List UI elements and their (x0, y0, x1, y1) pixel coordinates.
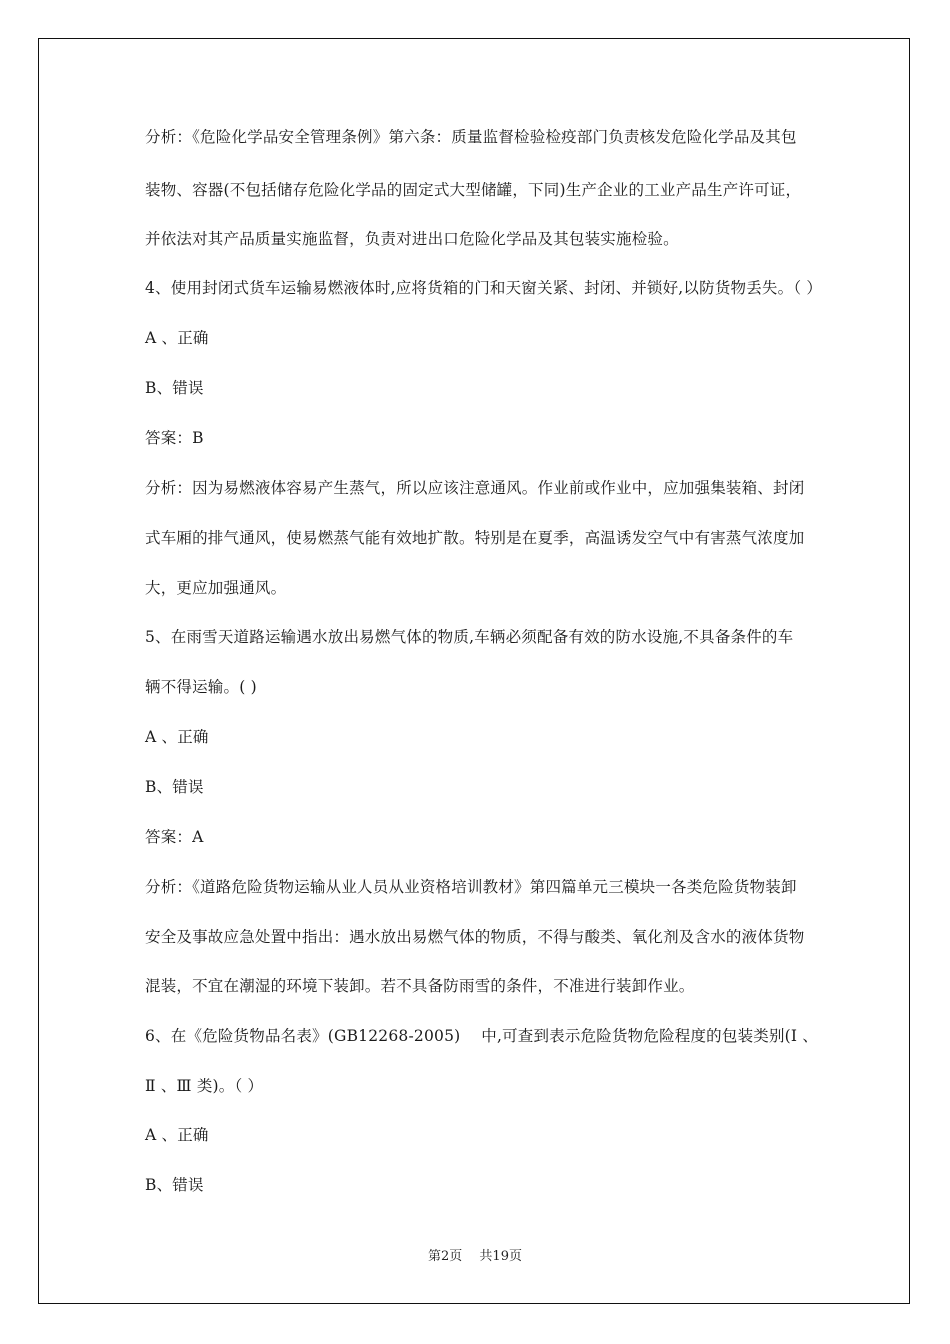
option-a: A 、正确 (145, 728, 209, 746)
analysis-line: 装物、容器(不包括储存危险化学品的固定式大型储罐，下同)生产企业的工业产品生产许可证， (145, 181, 802, 199)
option-b: B、错误 (145, 778, 204, 796)
analysis-line: 分析：《危险化学品安全管理条例》第六条：质量监督检验检疫部门负责核发危险化学品及其包 (145, 128, 797, 146)
analysis-line: 式车厢的排气通风，使易燃蒸气能有效地扩散。特别是在夏季，高温诱发空气中有害蒸气浓度加 (145, 529, 805, 547)
option-a: A 、正确 (145, 329, 209, 347)
option-b: B、错误 (145, 379, 204, 397)
answer-line: 答案：B (145, 429, 204, 447)
analysis-line: 并依法对其产品质量实施监督，负责对进出口危险化学品及其包装实施检验。 (145, 230, 679, 248)
page-border (38, 38, 910, 1304)
answer-line: 答案：A (145, 828, 204, 846)
question-5-text: 辆不得运输。( ) (145, 678, 257, 696)
analysis-line: 分析：《道路危险货物运输从业人员从业资格培训教材》第四篇单元三模块一各类危险货物装卸 (145, 878, 797, 896)
question-5-text: 5、在雨雪天道路运输遇水放出易燃气体的物质,车辆必须配备有效的防水设施,不具备条件的车 (145, 628, 794, 646)
analysis-line: 混装，不宜在潮湿的环境下装卸。若不具备防雨雪的条件，不准进行装卸作业。 (145, 977, 695, 995)
question-6-text: 6、在《危险货物品名表》(GB12268-2005) 中,可查到表示危险货物危险程度的包装类别(I 、 (145, 1027, 819, 1045)
analysis-line: 安全及事故应急处置中指出：遇水放出易燃气体的物质，不得与酸类、氧化剂及含水的液体货物 (145, 928, 805, 946)
analysis-line: 大，更应加强通风。 (145, 579, 287, 597)
option-a: A 、正确 (145, 1126, 209, 1144)
page-number-footer: 第2页 共19页 (428, 1249, 522, 1264)
analysis-line: 分析：因为易燃液体容易产生蒸气，所以应该注意通风。作业前或作业中，应加强集装箱、封闭 (145, 479, 805, 497)
question-4-text: 4、使用封闭式货车运输易燃液体时,应将货箱的门和天窗关紧、封闭、并锁好,以防货物丢失。（ ） (145, 279, 823, 297)
question-6-text: Ⅱ 、Ⅲ 类)。（ ） (145, 1077, 264, 1095)
option-b: B、错误 (145, 1176, 204, 1194)
